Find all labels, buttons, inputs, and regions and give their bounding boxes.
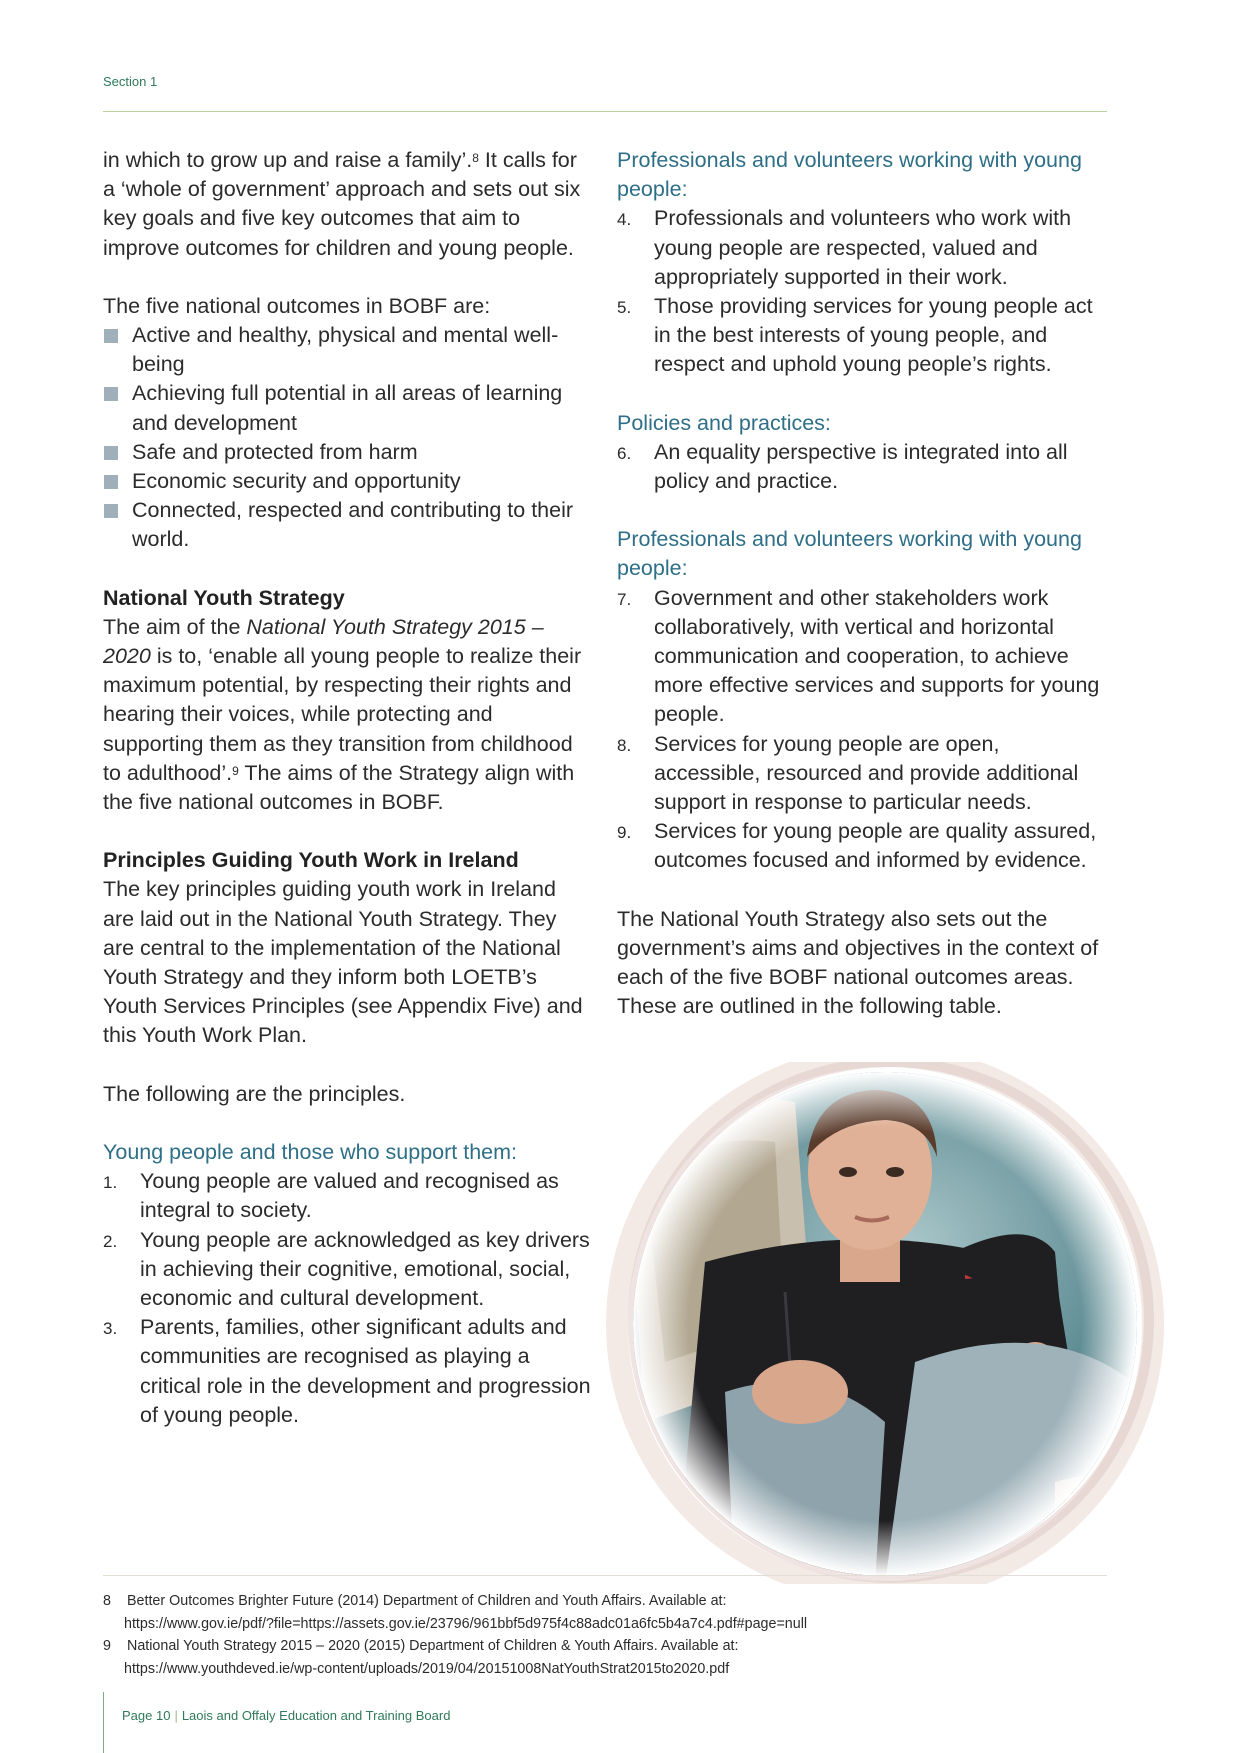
list-item: 1. Young people are valued and recognised as integral to society. [103,1169,559,1223]
list-item: 5. Those providing services for young people act in the best interests of young people, and respect and uphold young people’s rights. [617,294,1093,377]
list-item: Connected, respected and contributing to their world. [103,496,591,554]
list-item: Economic security and opportunity [103,467,591,496]
list-item: Active and healthy, physical and mental well-being [103,321,591,379]
left-column [103,146,591,1430]
principles-list-3 [617,438,1109,496]
footnote-ref-8: 8 [472,151,479,165]
intro-paragraph: in which to grow up and raise a family’.$^8$ It calls for a ‘whole of government’ approach and sets out six key goals and five key outcomes that aim to improve outcomes for children and young people. [103,148,581,260]
nys-heading: National Youth Strategy [103,585,345,610]
header-divider [103,111,1107,112]
square-bullet-icon [104,446,118,460]
section-label: Section 1 [103,74,158,89]
footnote-link[interactable]: https://www.youthdeved.ie/wp-content/uploads/2019/04/20151008NatYouthStrat2015to2020.pdf [124,1661,730,1678]
youth-portrait-photo [585,1062,1177,1584]
nys-paragraph: The aim of the National Youth Strategy 2015 – 2020 is to, ‘enable all young people to realize their maximum potential, by respecting their rights and hearing their voices, while protecting and supporting them as they transition from childhood to adulthood’.$^9$ The aims of the Strategy align with the five national outcomes in BOBF. [103,614,582,815]
square-bullet-icon [104,475,118,489]
footnote-link[interactable]: https://www.gov.ie/pdf/?file=https://assets.gov.ie/23796/961bbf5d975f4c88adc01a6fc5b4a7c4.pdf#page=null [124,1615,808,1632]
footnote-9: 9 National Youth Strategy 2015 – 2020 (2015) Department of Children & Youth Affairs. Available at: https://www.youthdeved.ie/wp-content/uploads/2019/04/20151008NatYouthStrat2015to2020.pdf [103,1635,1113,1680]
square-bullet-icon [104,329,118,343]
subheading-policies: Policies and practices: [617,410,831,435]
principles-list-2 [617,204,1109,379]
principles-lead: The following are the principles. [103,1081,406,1106]
list-item: 3. Parents, families, other significant adults and communities are recognised as playing a critical role in the development and progression of young people. [103,1315,591,1427]
footnote-divider [103,1575,1107,1576]
subheading-professionals-2: Professionals and volunteers working with young people: [617,527,1082,581]
page-footer [122,1708,450,1723]
list-item: Safe and protected from harm [103,438,591,467]
footer-org: Laois and Offaly Education and Training Board [181,1708,451,1723]
footer-divider [103,1692,104,1753]
outcomes-intro: The five national outcomes in BOBF are: [103,293,491,318]
list-item: 7. Government and other stakeholders work collaboratively, with vertical and horizontal communication and cooperation, to achieve more effective services and supports for young people. [617,585,1100,727]
outcomes-list [103,321,591,555]
footer-separator: | [174,1708,178,1723]
footnotes [103,1590,1113,1681]
footnote-8: 8 Better Outcomes Brighter Future (2014) Department of Children and Youth Affairs. Available at: https://www.gov.ie/pdf/?file=https://assets.gov.ie/23796/961bbf5d975f4c88adc01a6fc5b4a7c4.pdf#page=null [103,1590,1113,1635]
page-number: Page 10 [122,1708,171,1723]
list-item: 6. An equality perspective is integrated into all policy and practice. [617,439,1068,494]
principles-paragraph: The key principles guiding youth work in Ireland are laid out in the National Youth Strategy. They are central to the implementation of the National Youth Strategy and they inform both LOETB’s Youth Services Principles (see Appendix Five) and this Youth Work Plan. [103,877,583,1048]
list-item: 9. Services for young people are quality assured, outcomes focused and informed by evidence. [617,819,1097,873]
square-bullet-icon [104,504,118,518]
right-column [617,146,1109,1021]
list-item: Achieving full potential in all areas of learning and development [103,379,591,437]
closing-paragraph: The National Youth Strategy also sets out the government’s aims and objectives in the context of each of the five BOBF national outcomes areas. These are outlined in the following table. [617,906,1099,1019]
principles-heading: Principles Guiding Youth Work in Ireland [103,848,519,873]
subheading-professionals: Professionals and volunteers working with young people: [617,148,1082,202]
list-item: 2. Young people are acknowledged as key drivers in achieving their cognitive, emotional, social, economic and cultural development. [103,1227,590,1310]
footnote-ref-9: 9 [232,763,239,778]
list-item: 4. Professionals and volunteers who work with young people are respected, valued and appropriately supported in their work. [617,206,1072,289]
principles-list-4 [617,584,1109,876]
list-item: 8. Services for young people are open, accessible, resourced and provide additional support in response to particular needs. [617,731,1079,815]
square-bullet-icon [104,387,118,401]
subheading-young-people: Young people and those who support them: [103,1139,517,1164]
principles-list-1 [103,1167,591,1430]
